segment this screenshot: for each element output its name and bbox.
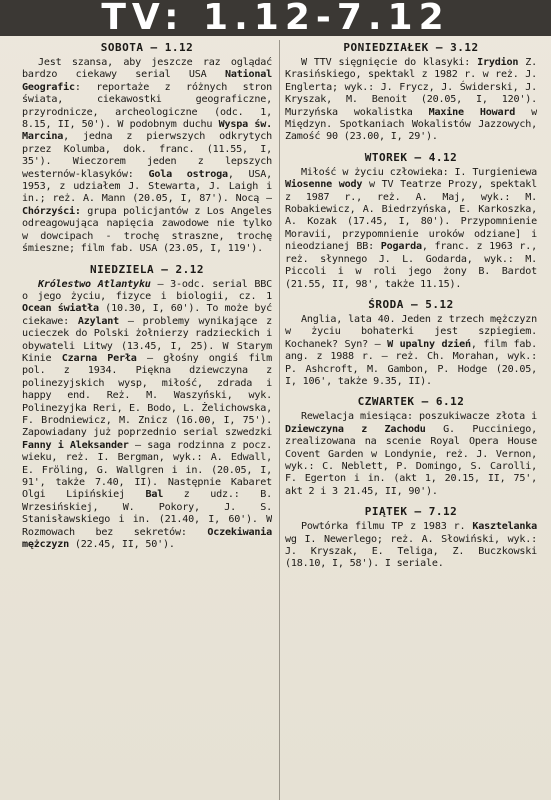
text-run: z udz.: B. Wrzesińskiej, W. Pokory, J. S. Stanisławskiego i in. (21.40, I, 60'). W Rozmowach bez sekretów:	[22, 489, 272, 538]
program-title: Czarna Perła	[61, 352, 137, 364]
program-title: Maxine Howard	[428, 106, 516, 118]
listing-text	[285, 57, 537, 144]
section-poniedzialek	[285, 40, 537, 144]
text-run: w TV Teatrze Prozy, spektakl z 1987 r., reż. A. Maj, wyk.: M. Robakiewicz, A. Biedrzyńska, E. Karkoszka, A. Kozak (17.45, I, 80'). Przypomnienie Moravii, przypomnienie uroków odziane] i nieodzianej BB:	[285, 179, 537, 253]
listing-text	[285, 411, 537, 498]
text-run: Anglia, lata 40. Jeden z trzech mężczyzn w życiu bohaterki jest szpiegiem. Kochanek? Syn? —	[285, 313, 537, 350]
day-heading: SOBOTA — 1.12	[100, 41, 194, 54]
program-title: National Geografic	[22, 69, 272, 93]
program-title: Bal	[145, 489, 164, 501]
text-run: — głośny ongiś film pol. z 1934. Piękna dziewczyna z polinezyjskich wysp, miłość, zdrada i happy end. Reż. M. Waszyński, wyk. Polinezyjka Reri, E. Bodo, L. Żelichowska, F. Brodniewicz, M. Znicz (16.00, I, 75'). Zapowiadany już poprzednio serial szwedzki	[22, 352, 272, 439]
program-title: Wyspa św. Marcina	[22, 119, 272, 143]
text-run: w Międzyn. Spotkaniach Wokalistów Jazzowych, Zamość 90 (23.00, I, 29').	[285, 106, 537, 143]
text-run: Rewelacja miesiąca: poszukiwacze złota i	[301, 411, 537, 423]
section-piatek	[285, 504, 537, 571]
listing-text	[285, 521, 537, 571]
text-run: Powtórka filmu TP z 1983 r.	[301, 521, 473, 533]
day-heading: NIEDZIELA — 2.12	[90, 262, 204, 276]
program-title: Irydion	[477, 57, 519, 68]
text-run: Jest szansa, aby jeszcze raz oglądać bardzo ciekawy serial USA	[22, 57, 272, 81]
program-title: Fanny i Aleksander	[22, 439, 129, 451]
day-heading: PONIEDZIAŁEK — 3.12	[343, 41, 479, 54]
program-title: Królestwo Atlantyku	[38, 278, 151, 290]
section-sobota	[22, 40, 272, 256]
text-run: Miłość w życiu człowieka: I. Turgieniewa	[301, 166, 537, 178]
text-run: , jedna z pierwszych odkrytych przez Kolumba, dok. franc. (11.55, I, 35'). Wieczorem jeden z lepszych westernów-klasyków:	[22, 131, 272, 180]
program-title: Ocean światła	[22, 303, 99, 315]
masthead	[0, 0, 551, 36]
program-title: Kasztelanka	[472, 521, 537, 533]
listing-text	[22, 279, 272, 552]
section-wtorek	[285, 150, 537, 291]
listing-text	[285, 167, 537, 291]
program-title: Gola ostroga	[148, 168, 228, 180]
day-heading: CZWARTEK — 6.12	[357, 395, 465, 409]
text-run: , USA, 1953, z udziałem J. Stewarta, J. Laigh i in.; reż. A. Mann (20.05, I, 87'). Nocą —	[22, 168, 272, 205]
right-column	[285, 40, 537, 800]
text-run: , film fab. ang. z 1988 r. — reż. Ch. Morahan, wyk.: P. Ashcroft, M. Gambon, P. Hodge (20.05, I, 106', także 9.35, II).	[285, 338, 537, 387]
text-run: wg I. Newerlego; reż. A. Słowiński, wyk.: J. Kryszak, E. Teliga, Z. Buczkowski (18.10, I, 58'). I seriale.	[285, 533, 537, 570]
program-title: Wiosenne wody	[285, 179, 363, 191]
masthead-title: TV: 1.12-7.12	[101, 0, 450, 38]
program-title: Pogarda	[380, 241, 422, 253]
text-run: G. Pucciniego, zrealizowana na scenie Royal Opera House Covent Garden w Londynie, reż. J. Vernon, wyk.: C. Neblett, P. Domingo, S. Carolli, F. Egerton i in. (akt 1, 20.15, II, 75', akt 2 i 3 21.45, II, 90').	[285, 423, 537, 497]
text-run: W TTV sięgnięcie do klasyki:	[301, 57, 478, 68]
text-run: — problemy wynikające z ucieczek do Polski żołnierzy radzieckich i obywateli Litwy (13.45, I, 25). W Starym Kinie	[22, 315, 272, 364]
listing-text	[285, 314, 537, 388]
text-run: grupa policjantów z Los Angeles odreagowująca napięcia zawodowe nie tylko w dowcipach - trochę straszne, trochę śmieszne; film fab. USA (23.05, I, 119').	[22, 205, 272, 255]
day-heading: PIĄTEK — 7.12	[364, 505, 458, 519]
column-divider	[279, 40, 280, 800]
text-run: — 3-odc. serial BBC o jego życiu, fizyce i biologii, cz. 1	[22, 278, 272, 302]
day-heading: ŚRODA — 5.12	[368, 297, 454, 311]
program-title: Azylant	[77, 315, 120, 327]
text-run: : reportaże z różnych stron świata, ciekawostki geograficzne, przyrodnicze, archeologiczne (odc. 1, 8.15, II, 50'). W podobnym duchu	[22, 81, 272, 131]
program-title: Dziewczyna z Zachodu	[285, 423, 426, 435]
left-column	[22, 40, 272, 800]
section-sroda	[285, 297, 537, 388]
text-run: , franc. z 1963 r., reż. słynnego J. L. Godarda, wyk.: M. Piccoli i w roli jego żony B. Bardot (21.55, II, 98', także 11.15).	[285, 241, 537, 290]
listing-text	[22, 57, 272, 256]
section-niedziela	[22, 262, 272, 552]
text-run: (10.30, I, 60'). To może być ciekawe:	[22, 303, 272, 327]
section-czwartek	[285, 394, 537, 498]
program-title: Chórzyści:	[22, 205, 81, 217]
day-heading: WTOREK — 4.12	[364, 150, 458, 164]
text-run: Z. Krasińskiego, spektakl z 1982 r. w reż. J. Englerta; wyk.: J. Frycz, J. Świderski, J. Kryszak, M. Benoit (20.05, I, 120'). Murzyńska wokalistka	[285, 57, 537, 118]
program-title: W upalny dzień	[387, 338, 471, 350]
program-title: Oczekiwania mężczyzn	[22, 526, 272, 551]
text-run: (22.45, II, 50').	[69, 539, 175, 551]
text-run: — saga rodzinna z pocz. wieku, reż. I. Bergman, wyk.: A. Edwall, E. Fröling, G. Wallgren i in. (20.05, I, 91', także 7.40, II). Następnie Kabaret Olgi Lipińskiej	[22, 439, 272, 501]
